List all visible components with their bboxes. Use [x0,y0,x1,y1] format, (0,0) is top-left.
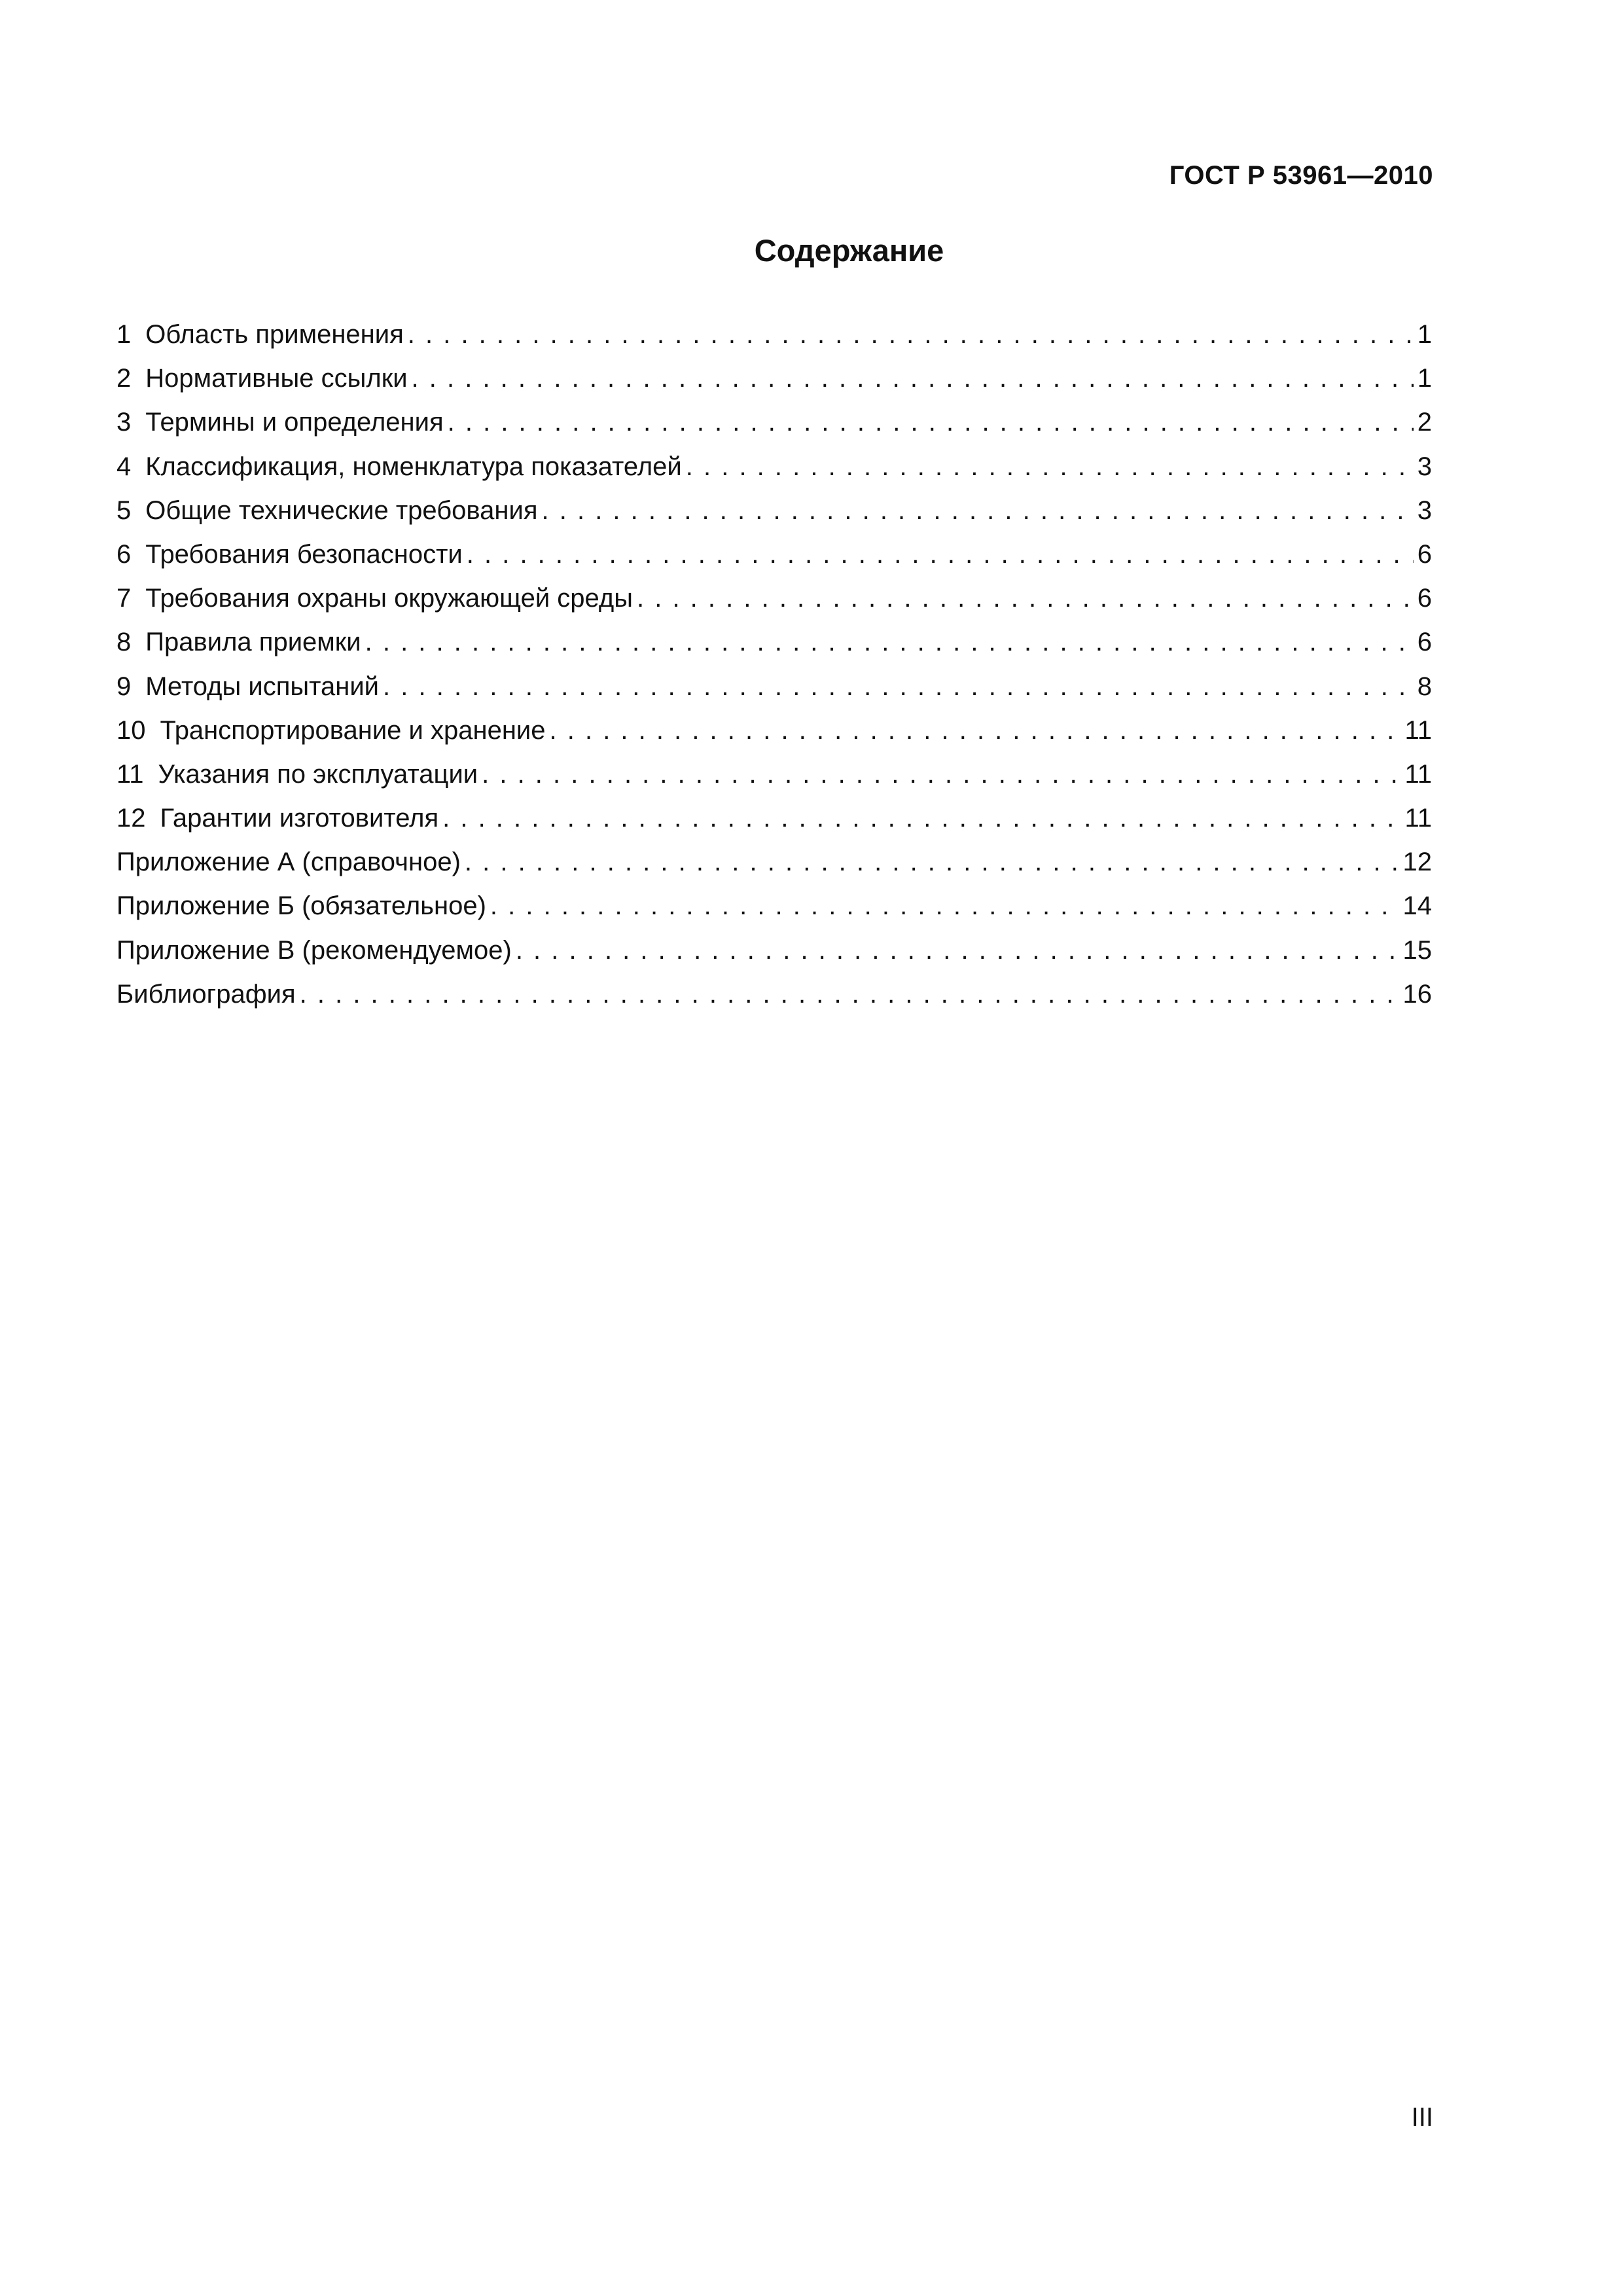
toc-entry-page: 12 [1402,848,1432,877]
dot-leader [412,357,1414,401]
page-number: III [1411,2103,1433,2132]
toc-entry-7[interactable] [116,577,1432,620]
toc-entry-page: 3 [1417,495,1432,525]
toc-entry-page: 8 [1417,672,1432,701]
toc-entry-6[interactable] [116,533,1432,577]
toc-entry-number: 1 [116,320,132,349]
toc-entry-page: 16 [1402,979,1432,1009]
toc-entry-8[interactable] [116,620,1432,664]
toc-entry-appendix-a[interactable] [116,840,1432,884]
toc-entry-page: 6 [1417,584,1432,613]
toc-entry-label: Приложение Б (обязательное) [116,891,486,921]
toc-entry-12[interactable] [116,797,1432,840]
toc-entry-label: Методы испытаний [145,672,380,701]
toc-entry-page: 2 [1417,408,1432,437]
toc-entry-label: Область применения [145,320,404,349]
toc-entry-9[interactable] [116,665,1432,709]
dot-leader [448,401,1414,444]
toc-entry-number: 2 [116,364,132,393]
toc-entry-label: Приложение А (справочное) [116,848,461,877]
toc-entry-page: 6 [1417,539,1432,569]
toc-entry-page: 11 [1404,715,1432,745]
toc-entry-page: 11 [1404,759,1432,789]
dot-leader [686,445,1414,489]
dot-leader [383,665,1414,709]
toc-entry-label: Требования охраны окружающей среды [145,584,633,613]
toc-entry-label: Приложение В (рекомендуемое) [116,935,512,965]
toc-entry-page: 15 [1402,935,1432,965]
toc-entry-number: 8 [116,628,132,657]
toc-entry-page: 1 [1417,320,1432,349]
toc-entry-page: 6 [1417,628,1432,657]
toc-entry-1[interactable] [116,313,1432,357]
toc-entry-label: Правила приемки [145,628,361,657]
toc-entry-11[interactable] [116,753,1432,797]
dot-leader [365,620,1414,664]
toc-entry-appendix-v[interactable] [116,929,1432,973]
toc-entry-appendix-b[interactable] [116,884,1432,928]
toc-entry-label: Термины и определения [145,408,444,437]
toc-entry-number: 9 [116,672,132,701]
table-of-contents [116,313,1432,1016]
toc-entry-label: Транспортирование и хранение [160,715,546,745]
toc-entry-number: 7 [116,584,132,613]
toc-entry-number: 11 [116,759,144,789]
toc-entry-number: 4 [116,452,132,481]
dot-leader [408,313,1414,357]
document-code: ГОСТ Р 53961—2010 [1169,161,1433,190]
dot-leader [542,489,1414,533]
toc-entry-3[interactable] [116,401,1432,444]
toc-entry-4[interactable] [116,445,1432,489]
toc-entry-number: 6 [116,539,132,569]
toc-entry-label: Библиография [116,979,296,1009]
toc-entry-page: 1 [1417,364,1432,393]
toc-entry-label: Нормативные ссылки [145,364,408,393]
toc-entry-2[interactable] [116,357,1432,401]
toc-entry-number: 12 [116,804,146,833]
toc-entry-label: Классификация, номенклатура показателей [145,452,682,481]
dot-leader [490,884,1399,928]
dot-leader [516,929,1399,973]
toc-entry-label: Гарантии изготовителя [160,804,439,833]
toc-entry-number: 10 [116,715,146,745]
toc-title: Содержание [754,233,944,268]
toc-entry-bibliography[interactable] [116,973,1432,1016]
toc-entry-label: Требования безопасности [145,539,463,569]
toc-entry-page: 3 [1417,452,1432,481]
toc-entry-label: Указания по эксплуатации [158,759,478,789]
toc-entry-label: Общие технические требования [145,495,538,525]
dot-leader [550,709,1401,753]
toc-entry-10[interactable] [116,709,1432,753]
dot-leader [482,753,1400,797]
dot-leader [300,973,1399,1016]
toc-entry-number: 5 [116,495,132,525]
toc-entry-5[interactable] [116,489,1432,533]
dot-leader [442,797,1400,840]
dot-leader [637,577,1414,620]
toc-entry-page: 11 [1404,804,1432,833]
toc-entry-number: 3 [116,408,132,437]
dot-leader [465,840,1399,884]
toc-entry-page: 14 [1402,891,1432,921]
dot-leader [467,533,1414,577]
